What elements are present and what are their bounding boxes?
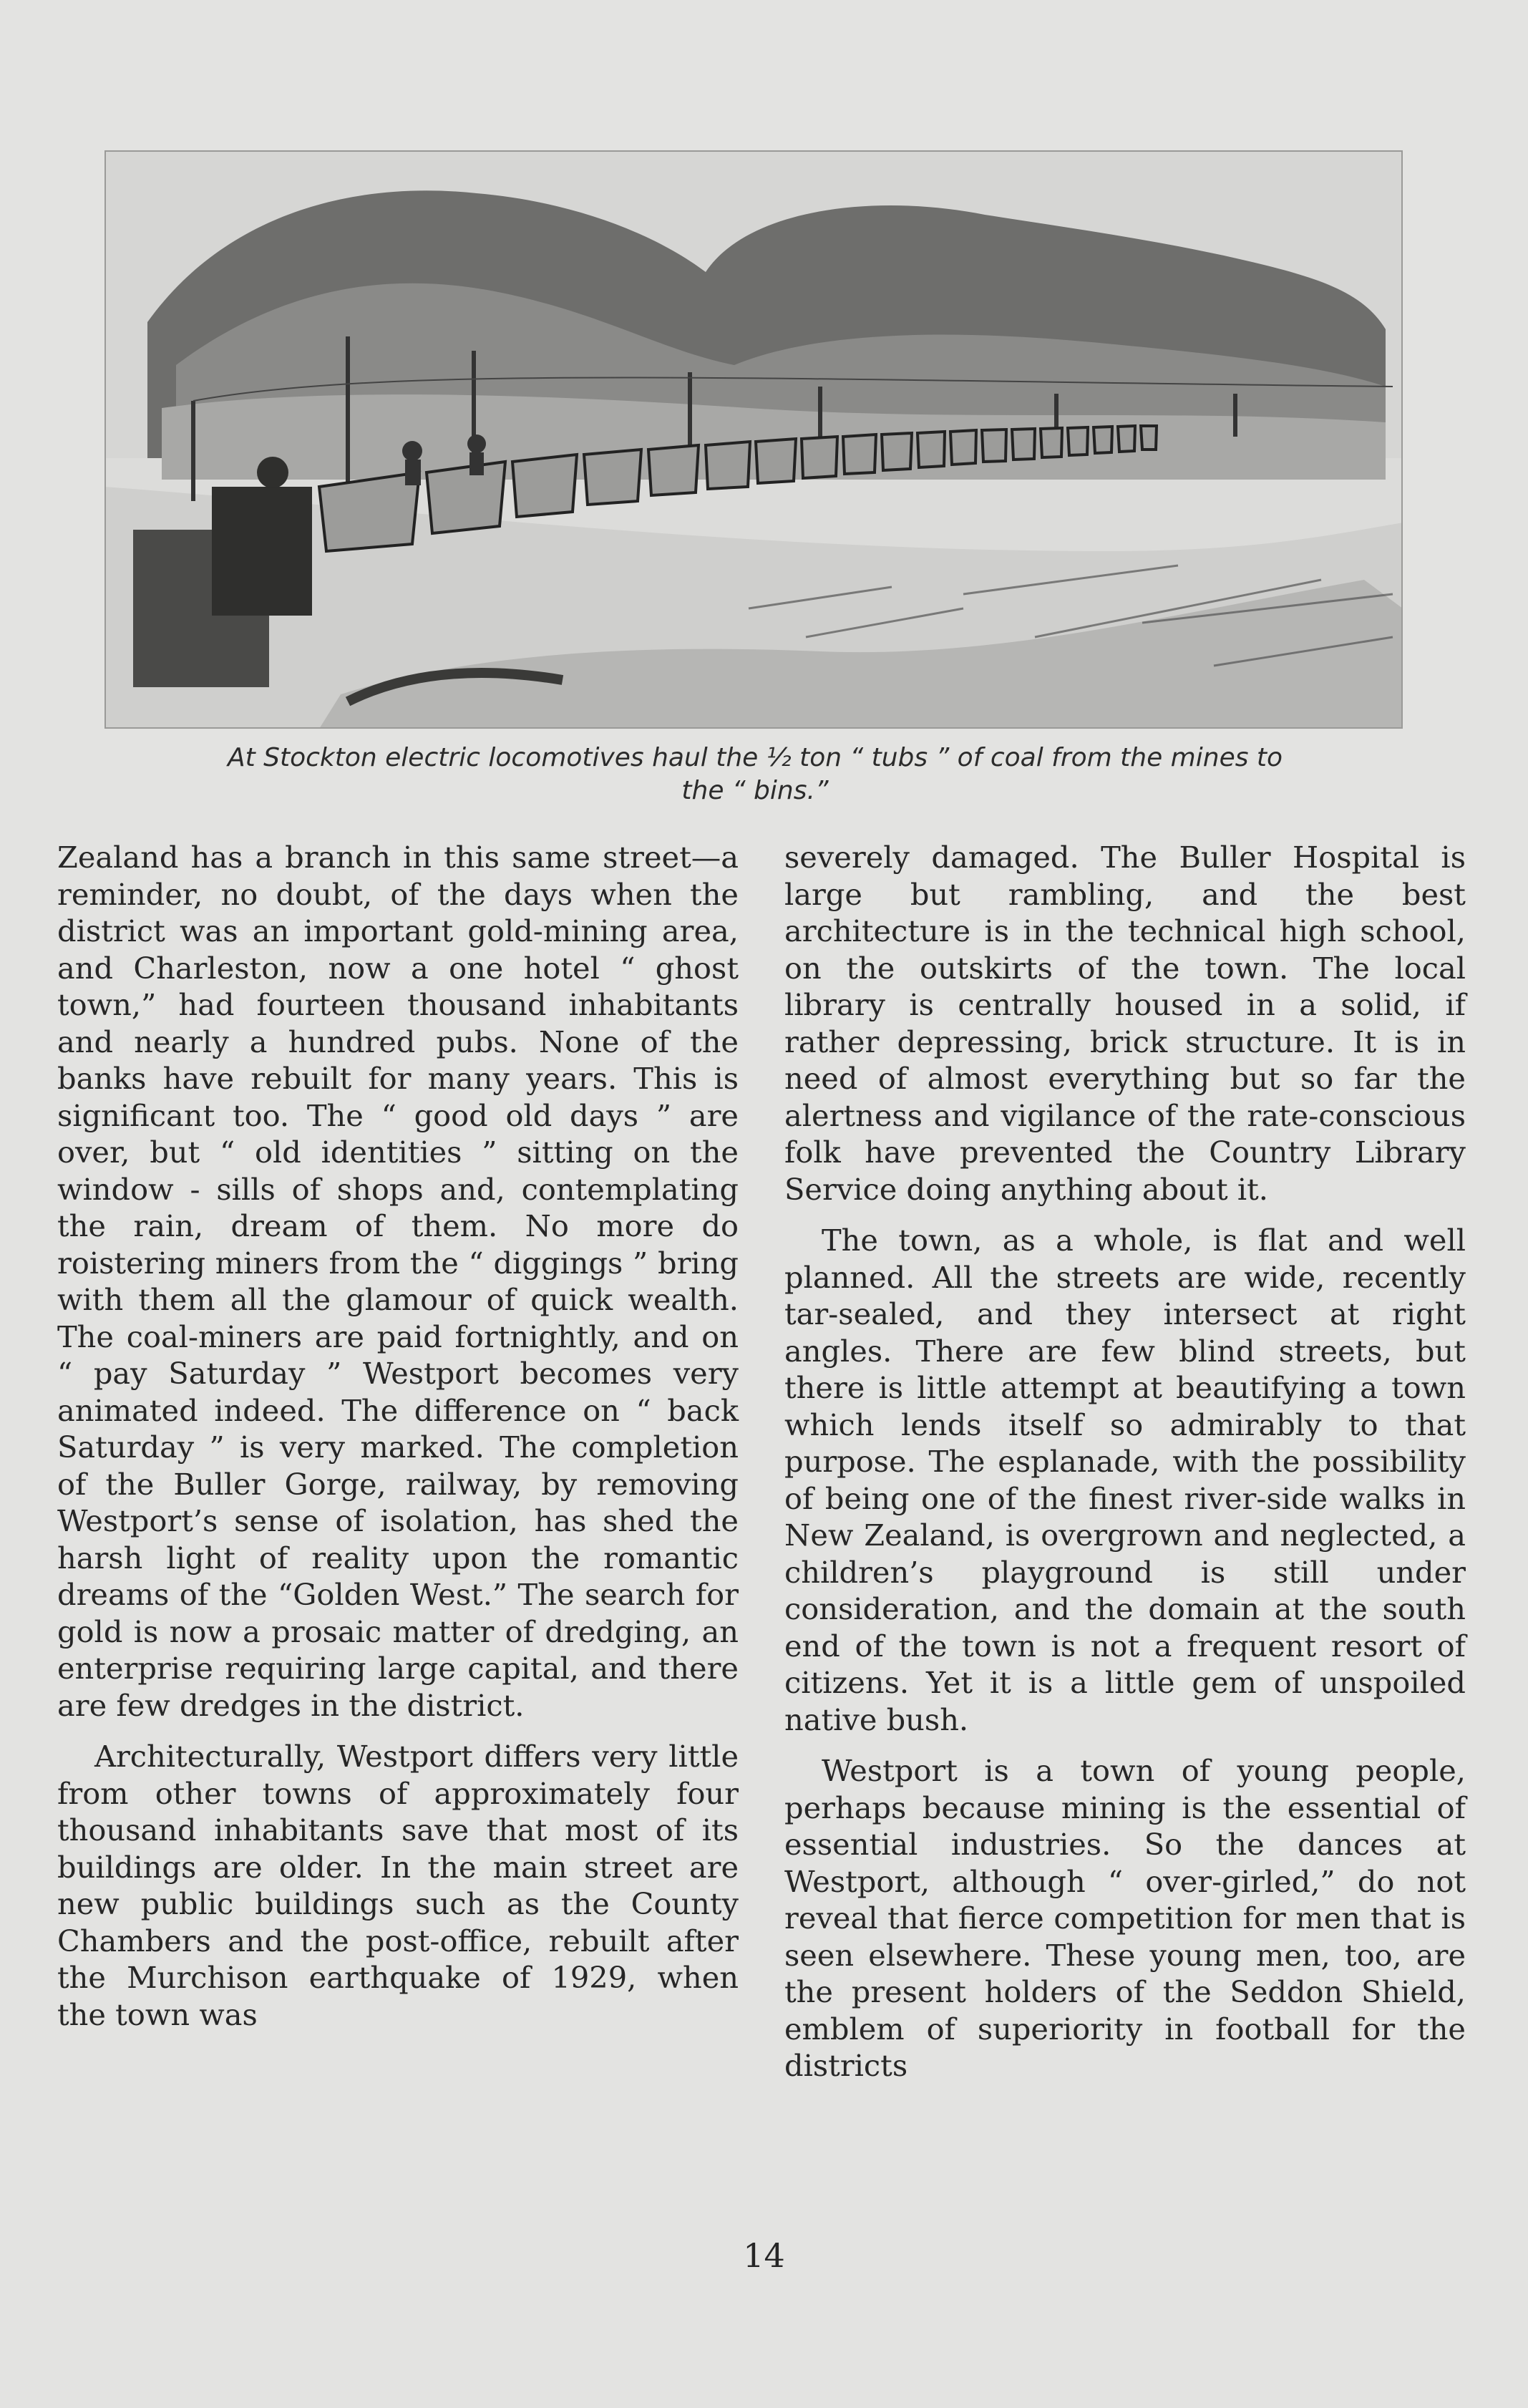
paragraph: severely damaged. The Buller Hospital is large but rambling, and the best architecture is in the technical high school, on the outskirts of the town. The local library is centrally housed in a solid, if rather depressing, brick structure. It is in need of almost everything but so far the alertness and vigilance of the rate-conscious folk have prevented the Country Library Service doing anything about it.	[784, 840, 1466, 1207]
caption-line-1: At Stockton electric locomotives haul the ½ ton “ tubs ” of coal from the mines to	[227, 743, 1283, 772]
right-column	[784, 839, 1466, 2099]
paragraph: The town, as a whole, is flat and well planned. All the streets are wide, recently tar-sealed, and they intersect at right angles. There are few blind streets, but there is little attempt at beautifying a town which lends itself so admirably to that purpose. The esplanade, with the possibility of being one of the finest river-side walks in New Zealand, is overgrown and neglected, a children’s playground is still under consideration, and the domain at the south end of the town is not a frequent resort of citizens. Yet it is a little gem of unspoiled native bush.	[784, 1223, 1466, 1737]
left-column	[57, 839, 739, 2047]
paragraph: Architecturally, Westport differs very little from other towns of approximately four thousand inhabitants save that most of its buildings are older. In the main street are new public buildings such as the County Chambers and the post-office, rebuilt after the Murchison earthquake of 1929, when the town was	[57, 1739, 739, 2032]
caption-line-2: the “ bins.”	[681, 776, 829, 805]
paragraph: Westport is a town of young people, perhaps because mining is the essential of essential industries. So the dances at Westport, although “ over-girled,” do not reveal that fierce competition for men that is seen elsewhere. These young men, too, are the present holders of the Seddon Shield, emblem of superiority in football for the districts	[784, 1753, 1466, 2083]
paragraph: Zealand has a branch in this same street—a reminder, no doubt, of the days when the district was an important gold-mining area, and Charleston, now a one hotel “ ghost town,” had fourteen thousand inhabitants and nearly a hundred pubs. None of the banks have rebuilt for many years. This is significant too. The “ good old days ” are over, but “ old identities ” sitting on the window - sills of shops and, contemplating the rain, dream of them. No more do roistering miners from the “ diggings ” bring with them all the glamour of quick wealth. The coal-miners are paid fortnightly, and on “ pay Saturday ” Westport becomes very animated indeed. The difference on “ back Saturday ” is very marked. The completion of the Buller Gorge, railway, by removing Westport’s sense of isolation, has shed the harsh light of reality upon the romantic dreams of the “Golden West.” The search for gold is now a prosaic matter of dredging, an enterprise requiring large capital, and there are few dredges in the district.	[57, 840, 739, 1723]
figure-caption	[107, 742, 1403, 807]
page-number: 14	[743, 2236, 785, 2275]
sketch-of-coal-tubs-icon	[104, 150, 1403, 729]
coal-train-illustration	[104, 150, 1403, 729]
